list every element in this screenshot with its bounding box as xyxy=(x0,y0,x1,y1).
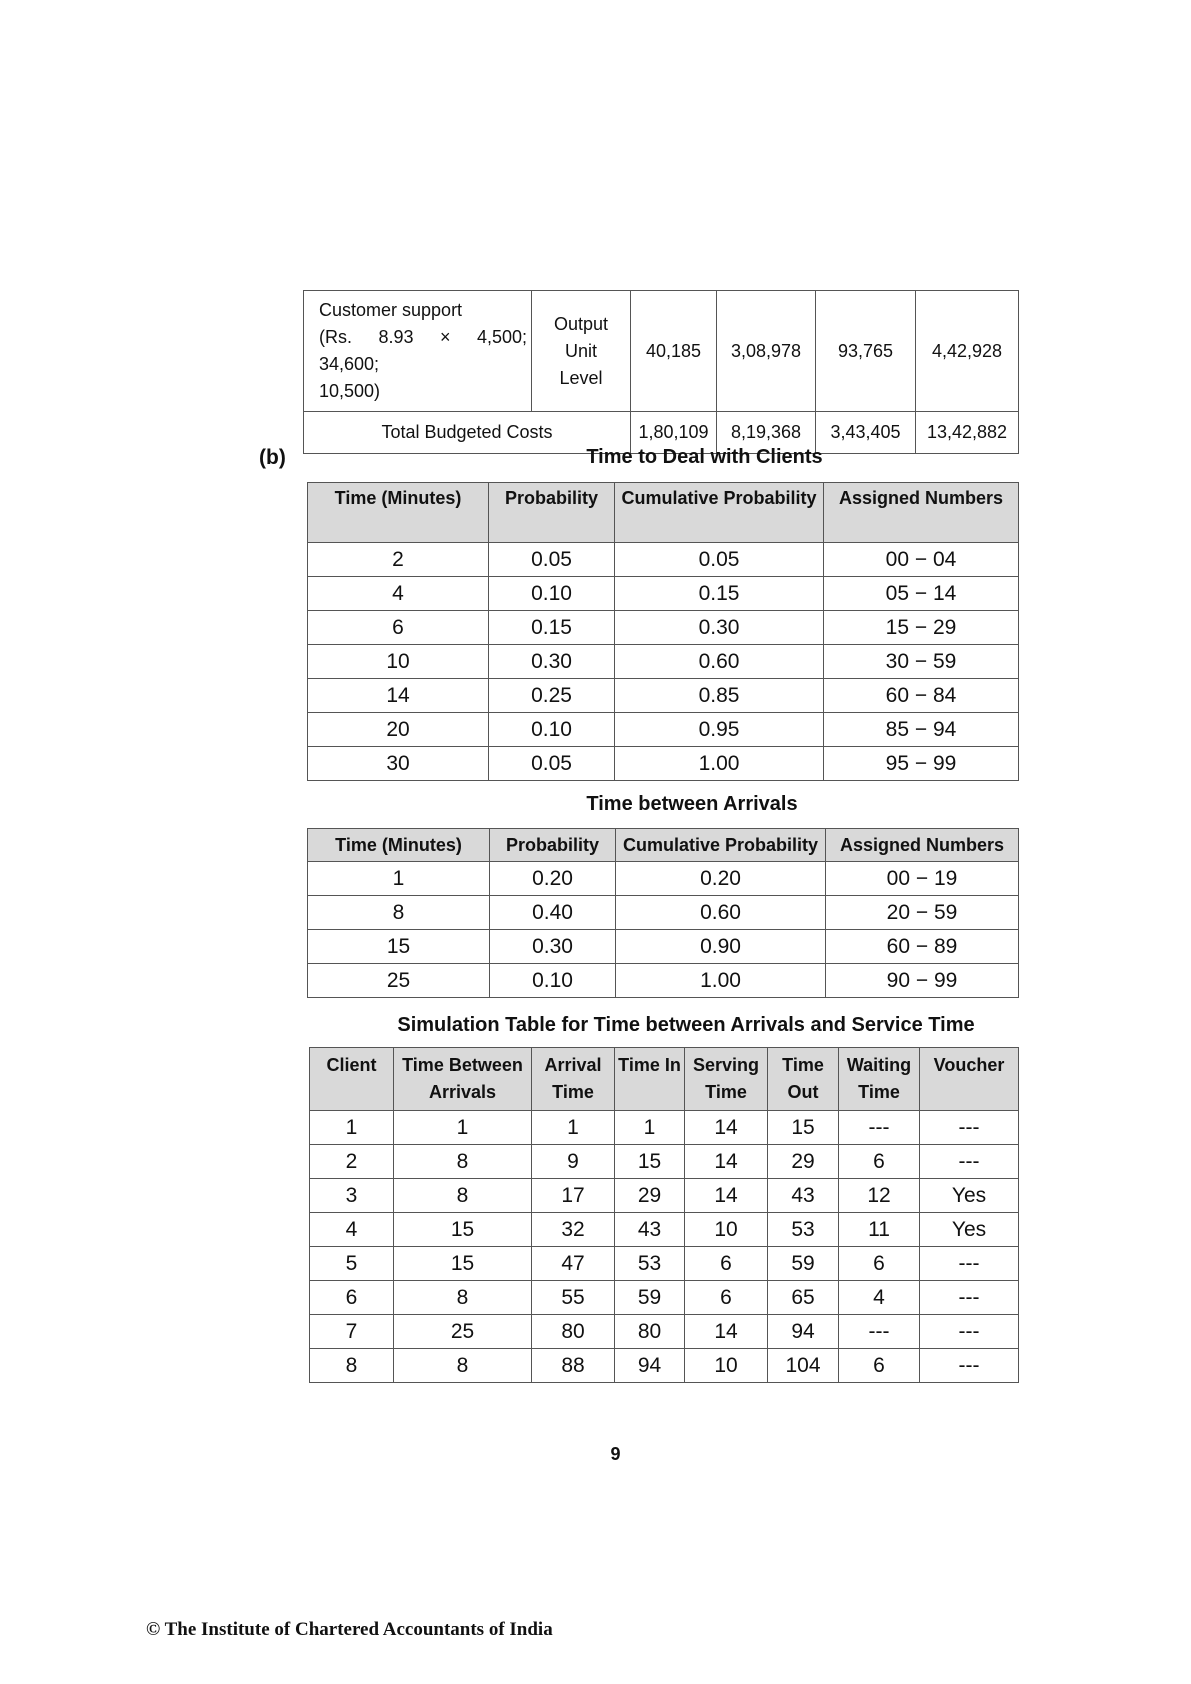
table-cell: --- xyxy=(920,1315,1019,1349)
table-cell: 2 xyxy=(310,1145,394,1179)
table-cell: 0.15 xyxy=(615,577,824,611)
table-cell: 29 xyxy=(768,1145,839,1179)
page-number: 9 xyxy=(610,1444,621,1464)
table-cell: 15 xyxy=(394,1213,532,1247)
table-cell: 0.15 xyxy=(489,611,615,645)
cost-driver-cell xyxy=(532,291,631,412)
table-cell: 0.40 xyxy=(490,896,616,930)
arrival-time-table xyxy=(307,828,1019,998)
table-cell: 32 xyxy=(532,1213,615,1247)
table-cell: 3,08,978 xyxy=(717,291,816,412)
table-cell: --- xyxy=(839,1315,920,1349)
table-row xyxy=(310,1179,1019,1213)
table-row xyxy=(310,1315,1019,1349)
table-cell: 15 xyxy=(308,930,490,964)
table-cell: 60 − 84 xyxy=(824,679,1019,713)
table-cell: 8 xyxy=(394,1281,532,1315)
table-cell: 0.30 xyxy=(615,611,824,645)
column-header: Time In xyxy=(615,1048,685,1111)
table-cell: 55 xyxy=(532,1281,615,1315)
header-row xyxy=(310,1048,1019,1111)
table-cell: 40,185 xyxy=(631,291,717,412)
cost-driver-line: Output xyxy=(553,313,609,334)
table-row xyxy=(308,896,1019,930)
column-header: Time (Minutes) xyxy=(308,483,489,543)
copyright-footer: © The Institute of Chartered Accountants of India xyxy=(146,1619,553,1640)
activity-detail: (Rs. 8.93 × 4,500; 34,600; xyxy=(319,327,527,374)
table-cell: 0.05 xyxy=(489,747,615,781)
table-cell: Yes xyxy=(920,1179,1019,1213)
table-row xyxy=(308,713,1019,747)
table-cell: 6 xyxy=(839,1145,920,1179)
table-cell: 65 xyxy=(768,1281,839,1315)
budgeted-costs-table xyxy=(303,290,1019,454)
table-cell: 29 xyxy=(615,1179,685,1213)
activity-name: Customer support xyxy=(319,300,463,320)
table-cell: 0.60 xyxy=(615,645,824,679)
header-row xyxy=(308,483,1019,543)
table-row xyxy=(310,1111,1019,1145)
table-cell: 80 xyxy=(532,1315,615,1349)
table-cell: 10 xyxy=(308,645,489,679)
table-row xyxy=(308,930,1019,964)
table-cell: 15 xyxy=(768,1111,839,1145)
table-row xyxy=(308,862,1019,896)
table-cell: 13,42,882 xyxy=(916,412,1019,454)
table-cell: 80 xyxy=(615,1315,685,1349)
table-cell: 20 xyxy=(308,713,489,747)
table-cell: 0.95 xyxy=(615,713,824,747)
table-cell: 8 xyxy=(394,1179,532,1213)
table-cell: 6 xyxy=(839,1247,920,1281)
table-cell: 14 xyxy=(685,1179,768,1213)
table-cell: 25 xyxy=(308,964,490,998)
table-cell: 30 xyxy=(308,747,489,781)
table-cell: 1.00 xyxy=(615,747,824,781)
table-row xyxy=(310,1213,1019,1247)
column-header: Cumulative Probability xyxy=(616,829,826,862)
table-cell: 94 xyxy=(768,1315,839,1349)
table-cell: 6 xyxy=(839,1349,920,1383)
table-cell: 47 xyxy=(532,1247,615,1281)
table-cell: 4,42,928 xyxy=(916,291,1019,412)
column-header: Cumulative Probability xyxy=(615,483,824,543)
column-header: Voucher xyxy=(920,1048,1019,1111)
arrival-table-title: Time between Arrivals xyxy=(586,793,798,815)
table-cell: --- xyxy=(920,1145,1019,1179)
table-cell: 00 − 19 xyxy=(826,862,1019,896)
table-cell: 104 xyxy=(768,1349,839,1383)
table-cell: 2 xyxy=(308,543,489,577)
table-cell: 93,765 xyxy=(816,291,916,412)
column-header: Time Out xyxy=(768,1048,839,1111)
table-cell: 3,43,405 xyxy=(816,412,916,454)
table-cell: 14 xyxy=(685,1111,768,1145)
column-header: Client xyxy=(310,1048,394,1111)
table-cell: 85 − 94 xyxy=(824,713,1019,747)
table-cell: 1 xyxy=(615,1111,685,1145)
table-row xyxy=(310,1349,1019,1383)
column-header: Assigned Numbers xyxy=(826,829,1019,862)
column-header: Assigned Numbers xyxy=(824,483,1019,543)
table-cell: --- xyxy=(920,1349,1019,1383)
table-row xyxy=(308,543,1019,577)
table-row xyxy=(308,577,1019,611)
table-row xyxy=(308,747,1019,781)
table-cell: 12 xyxy=(839,1179,920,1213)
table-cell: 0.90 xyxy=(616,930,826,964)
table-cell: 1,80,109 xyxy=(631,412,717,454)
table-cell: 94 xyxy=(615,1349,685,1383)
table-cell: 17 xyxy=(532,1179,615,1213)
table-cell: 10 xyxy=(685,1213,768,1247)
table-cell: Yes xyxy=(920,1213,1019,1247)
table-cell: 14 xyxy=(308,679,489,713)
deal-table-title: Time to Deal with Clients xyxy=(586,446,823,468)
table-cell: 14 xyxy=(685,1145,768,1179)
table-cell: 0.10 xyxy=(489,713,615,747)
table-cell: 53 xyxy=(768,1213,839,1247)
table-cell: 90 − 99 xyxy=(826,964,1019,998)
simulation-table xyxy=(309,1047,1019,1383)
table-cell: 3 xyxy=(310,1179,394,1213)
table-cell: 1.00 xyxy=(616,964,826,998)
table-cell: 0.10 xyxy=(490,964,616,998)
table-row xyxy=(308,611,1019,645)
table-cell: 7 xyxy=(310,1315,394,1349)
table-cell: 25 xyxy=(394,1315,532,1349)
table-row xyxy=(310,1247,1019,1281)
table-cell: 1 xyxy=(308,862,490,896)
table-cell: 14 xyxy=(685,1315,768,1349)
table-cell: 0.20 xyxy=(616,862,826,896)
table-cell: 6 xyxy=(685,1281,768,1315)
table-cell: 6 xyxy=(308,611,489,645)
table-cell: 8,19,368 xyxy=(717,412,816,454)
table-cell: --- xyxy=(920,1111,1019,1145)
column-header: Time (Minutes) xyxy=(308,829,490,862)
column-header: Serving Time xyxy=(685,1048,768,1111)
table-cell: 4 xyxy=(308,577,489,611)
table-row xyxy=(308,964,1019,998)
table-cell: 15 xyxy=(615,1145,685,1179)
table-cell: 11 xyxy=(839,1213,920,1247)
table-cell: 60 − 89 xyxy=(826,930,1019,964)
table-cell: 20 − 59 xyxy=(826,896,1019,930)
table-cell: --- xyxy=(920,1281,1019,1315)
table-cell: 1 xyxy=(394,1111,532,1145)
table-row xyxy=(308,679,1019,713)
table-cell: 43 xyxy=(768,1179,839,1213)
cost-driver-line: Unit xyxy=(564,340,597,361)
table-cell: 88 xyxy=(532,1349,615,1383)
column-header: Waiting Time xyxy=(839,1048,920,1111)
table-cell: 4 xyxy=(839,1281,920,1315)
table-cell: 1 xyxy=(532,1111,615,1145)
table-cell: --- xyxy=(839,1111,920,1145)
simulation-table-title: Simulation Table for Time between Arrivals and Service Time xyxy=(397,1014,975,1036)
activity-detail-continued: 10,500) xyxy=(319,381,381,401)
table-cell: 0.20 xyxy=(490,862,616,896)
table-row xyxy=(310,1145,1019,1179)
table-cell: 4 xyxy=(310,1213,394,1247)
table-cell: 5 xyxy=(310,1247,394,1281)
column-header: Time Between Arrivals xyxy=(394,1048,532,1111)
table-row xyxy=(310,1281,1019,1315)
table-cell: 1 xyxy=(310,1111,394,1145)
table-cell: 9 xyxy=(532,1145,615,1179)
table-cell: 8 xyxy=(394,1145,532,1179)
table-row xyxy=(304,291,1019,412)
header-row xyxy=(308,829,1019,862)
table-cell: 0.05 xyxy=(615,543,824,577)
table-cell: 0.10 xyxy=(489,577,615,611)
table-cell: 0.05 xyxy=(489,543,615,577)
table-cell: 59 xyxy=(768,1247,839,1281)
column-header: Probability xyxy=(490,829,616,862)
table-cell: 30 − 59 xyxy=(824,645,1019,679)
table-cell: 6 xyxy=(685,1247,768,1281)
table-cell: 10 xyxy=(685,1349,768,1383)
table-cell: 6 xyxy=(310,1281,394,1315)
total-label: Total Budgeted Costs xyxy=(304,412,631,454)
table-cell: 0.30 xyxy=(489,645,615,679)
table-cell: 0.60 xyxy=(616,896,826,930)
table-cell: 15 xyxy=(394,1247,532,1281)
deal-time-table xyxy=(307,482,1019,781)
table-cell: 8 xyxy=(394,1349,532,1383)
table-cell: 43 xyxy=(615,1213,685,1247)
table-cell: 05 − 14 xyxy=(824,577,1019,611)
column-header: Probability xyxy=(489,483,615,543)
table-row xyxy=(308,645,1019,679)
table-cell: 53 xyxy=(615,1247,685,1281)
table-cell: 8 xyxy=(308,896,490,930)
table-cell: 59 xyxy=(615,1281,685,1315)
table-cell: 8 xyxy=(310,1349,394,1383)
table-cell: 0.25 xyxy=(489,679,615,713)
table-cell: 15 − 29 xyxy=(824,611,1019,645)
table-cell: 0.30 xyxy=(490,930,616,964)
table-cell: 00 − 04 xyxy=(824,543,1019,577)
cost-driver-line: Level xyxy=(559,367,603,388)
section-label: (b) xyxy=(259,446,286,469)
table-cell: 0.85 xyxy=(615,679,824,713)
column-header: Arrival Time xyxy=(532,1048,615,1111)
table-cell: --- xyxy=(920,1247,1019,1281)
activity-cell xyxy=(304,291,532,412)
table-cell: 95 − 99 xyxy=(824,747,1019,781)
